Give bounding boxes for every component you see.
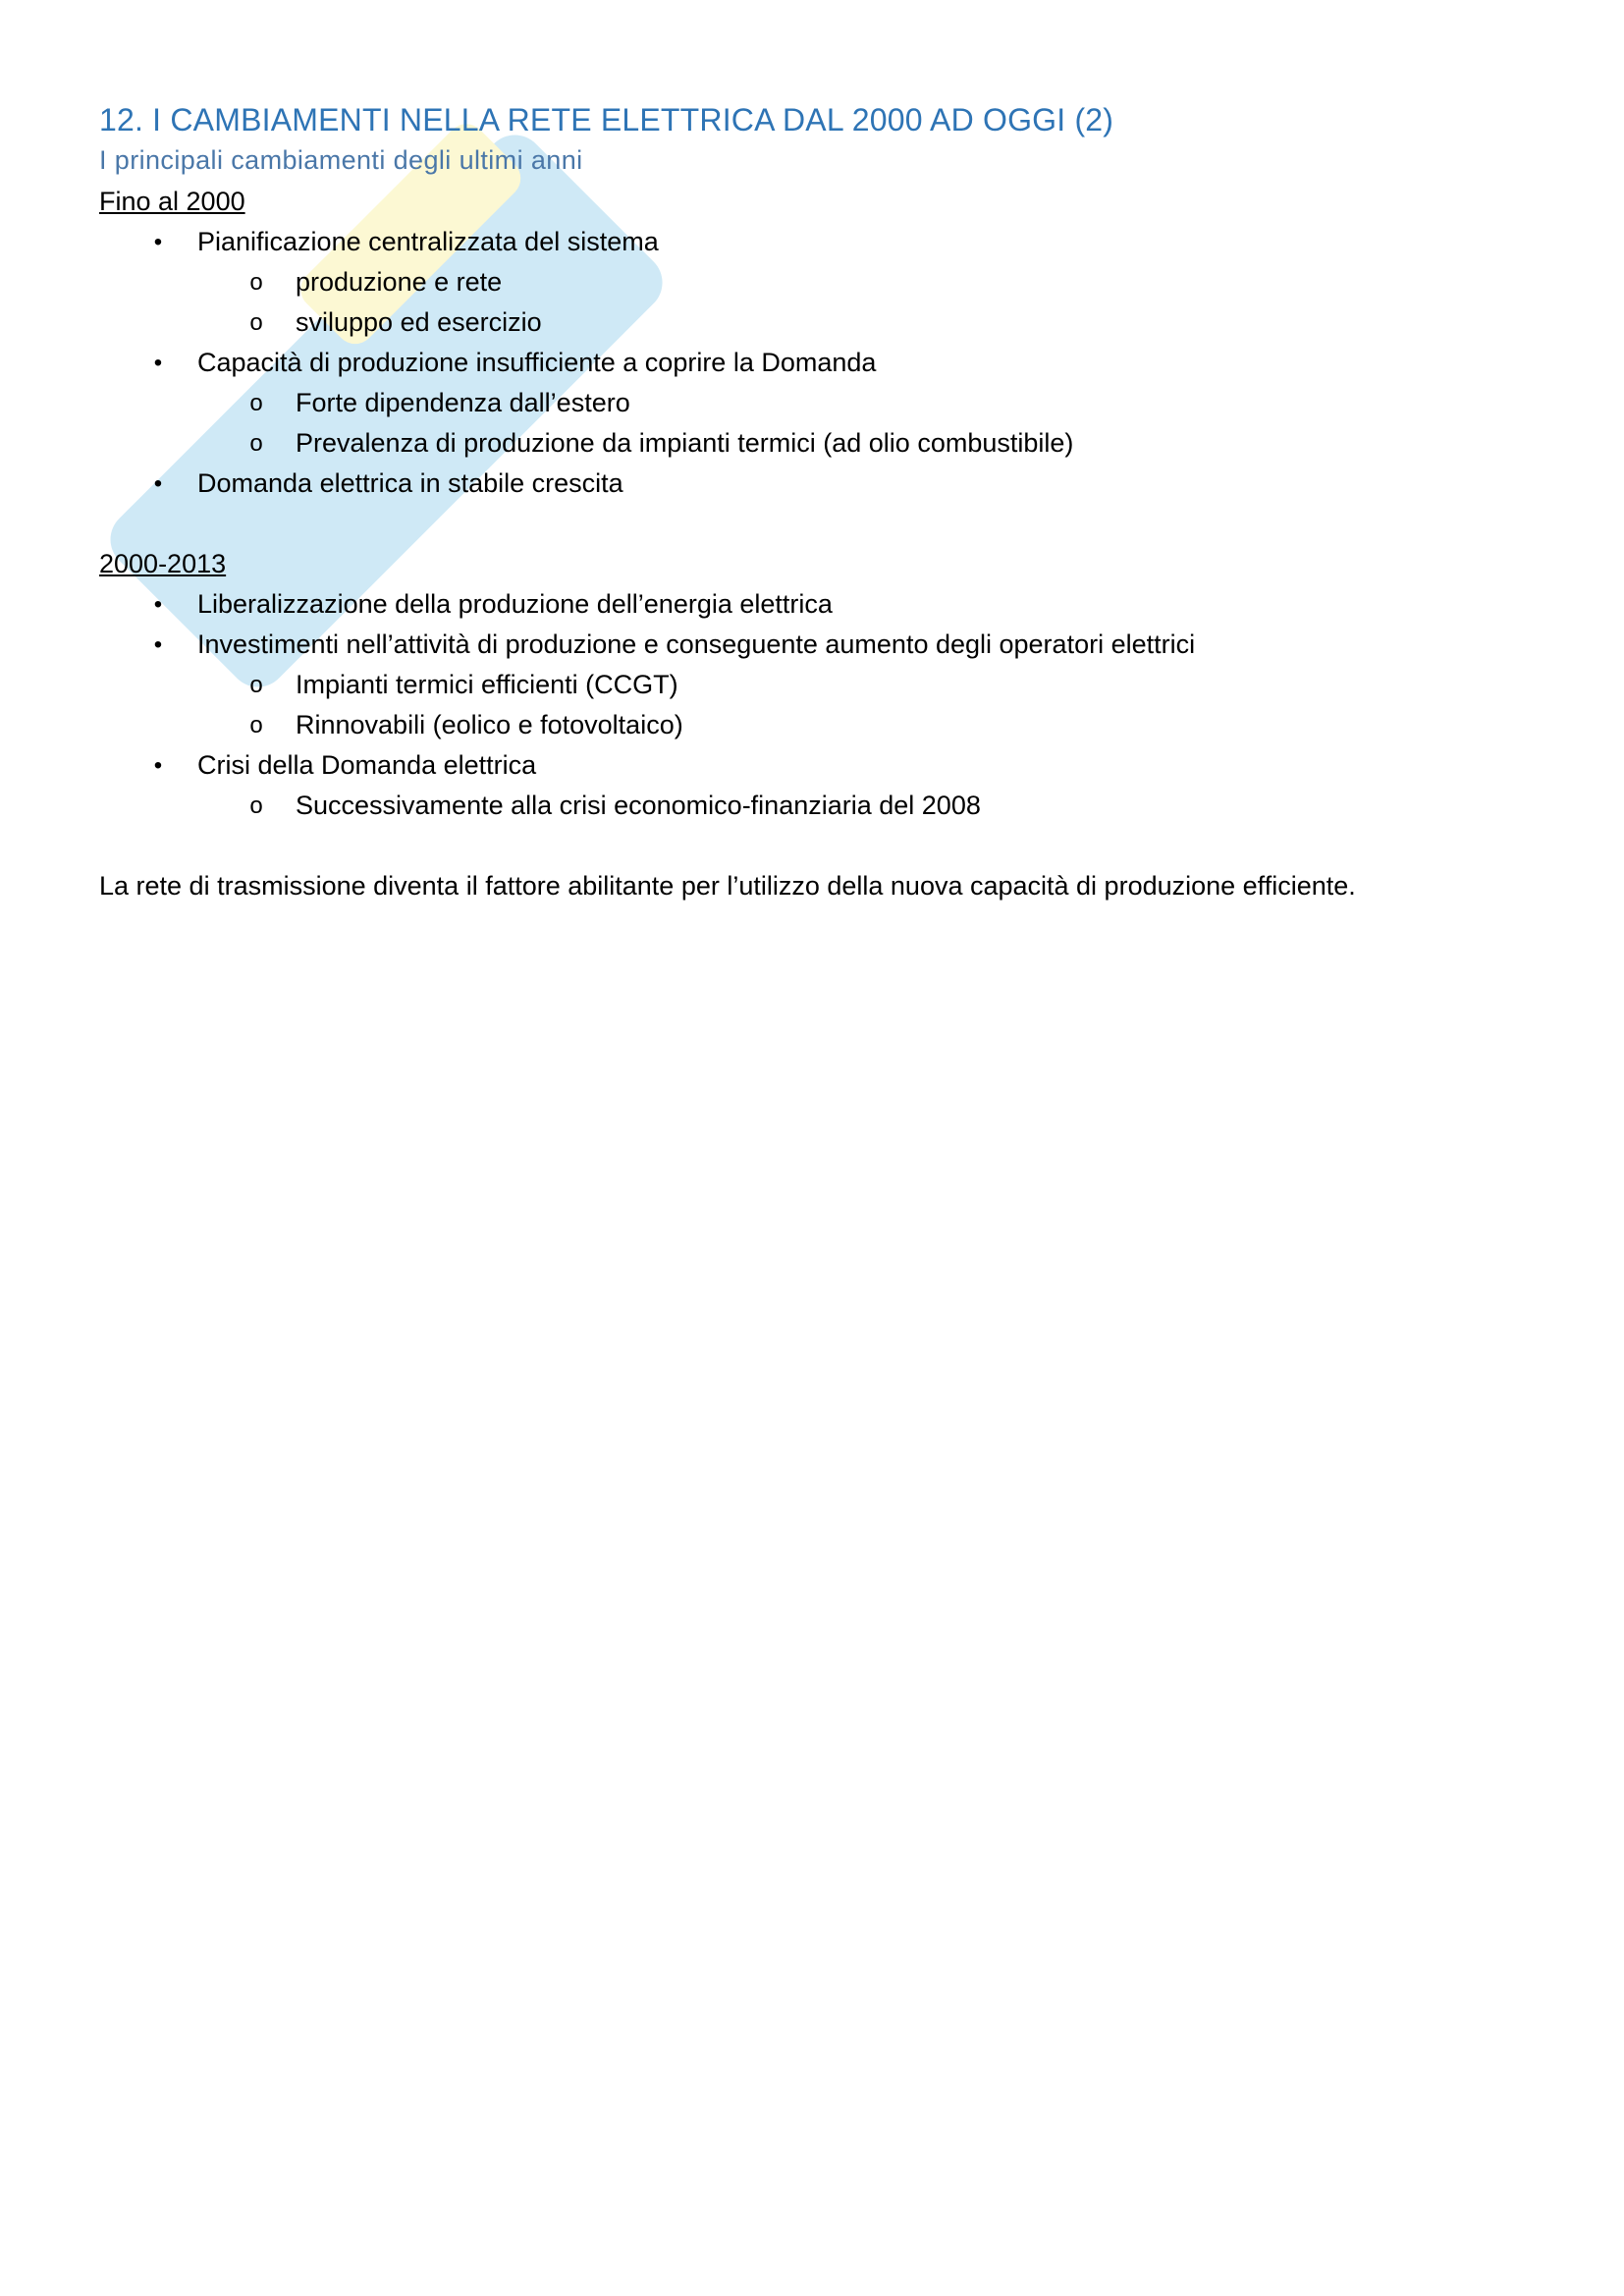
circle-bullet-icon: o [249, 712, 263, 738]
sub-list-item [197, 302, 1533, 343]
bullet-icon: • [153, 631, 163, 658]
document-title: 12. I CAMBIAMENTI NELLA RETE ELETTRICA DAL 2000 AD OGGI (2) [99, 102, 1114, 137]
bullet-icon: • [153, 350, 163, 376]
circle-bullet-icon: o [249, 309, 263, 336]
sub-list-item [197, 705, 1533, 745]
sub-list [197, 665, 1533, 745]
section-fino-al-2000 [99, 182, 1533, 504]
list-item [99, 343, 1533, 464]
section-heading: 2000-2013 [99, 549, 227, 578]
sub-list-item-text: produzione e rete [296, 267, 503, 297]
bullet-list [99, 584, 1533, 826]
conclusion-paragraph: La rete di trasmissione diventa il fattore abilitante per l’utilizzo della nuova capacità di produzione efficiente. [99, 871, 1356, 901]
sub-list [197, 786, 1533, 826]
bullet-icon: • [153, 752, 163, 779]
sub-list-item [197, 786, 1533, 826]
list-item [99, 584, 1533, 625]
sub-list-item [197, 423, 1533, 464]
bullet-icon: • [153, 470, 163, 497]
circle-bullet-icon: o [249, 269, 263, 296]
section-heading: Fino al 2000 [99, 187, 245, 216]
section-2000-2013 [99, 544, 1533, 826]
spacer [99, 826, 1533, 866]
list-item-text: Investimenti nell’attività di produzione e conseguente aumento degli operatori elettrici [197, 629, 1196, 659]
list-item-text: Capacità di produzione insufficiente a coprire la Domanda [197, 348, 877, 377]
list-item [99, 222, 1533, 343]
sub-list-item-text: Successivamente alla crisi economico-finanziaria del 2008 [296, 791, 981, 820]
sub-list-item [197, 665, 1533, 705]
document-body [99, 98, 1533, 906]
sub-list-item-text: Impianti termici efficienti (CCGT) [296, 670, 678, 699]
sub-list [197, 262, 1533, 343]
circle-bullet-icon: o [249, 390, 263, 416]
sub-list-item [197, 262, 1533, 302]
list-item [99, 464, 1533, 504]
sub-list-item-text: Forte dipendenza dall’estero [296, 388, 630, 417]
list-item-text: Crisi della Domanda elettrica [197, 750, 537, 780]
spacer [99, 504, 1533, 544]
list-item-text: Liberalizzazione della produzione dell’energia elettrica [197, 589, 833, 619]
sub-list-item-text: Rinnovabili (eolico e fotovoltaico) [296, 710, 683, 739]
sub-list [197, 383, 1533, 464]
sub-list-item-text: sviluppo ed esercizio [296, 307, 542, 337]
list-item [99, 745, 1533, 826]
sub-list-item-text: Prevalenza di produzione da impianti termici (ad olio combustibile) [296, 428, 1074, 458]
bullet-icon: • [153, 229, 163, 255]
list-item-text: Pianificazione centralizzata del sistema [197, 227, 659, 256]
circle-bullet-icon: o [249, 430, 263, 457]
list-item [99, 625, 1533, 745]
circle-bullet-icon: o [249, 672, 263, 698]
document-subtitle: I principali cambiamenti degli ultimi anni [99, 145, 583, 175]
circle-bullet-icon: o [249, 793, 263, 819]
bullet-icon: • [153, 591, 163, 618]
sub-list-item [197, 383, 1533, 423]
bullet-list [99, 222, 1533, 504]
list-item-text: Domanda elettrica in stabile crescita [197, 468, 623, 498]
